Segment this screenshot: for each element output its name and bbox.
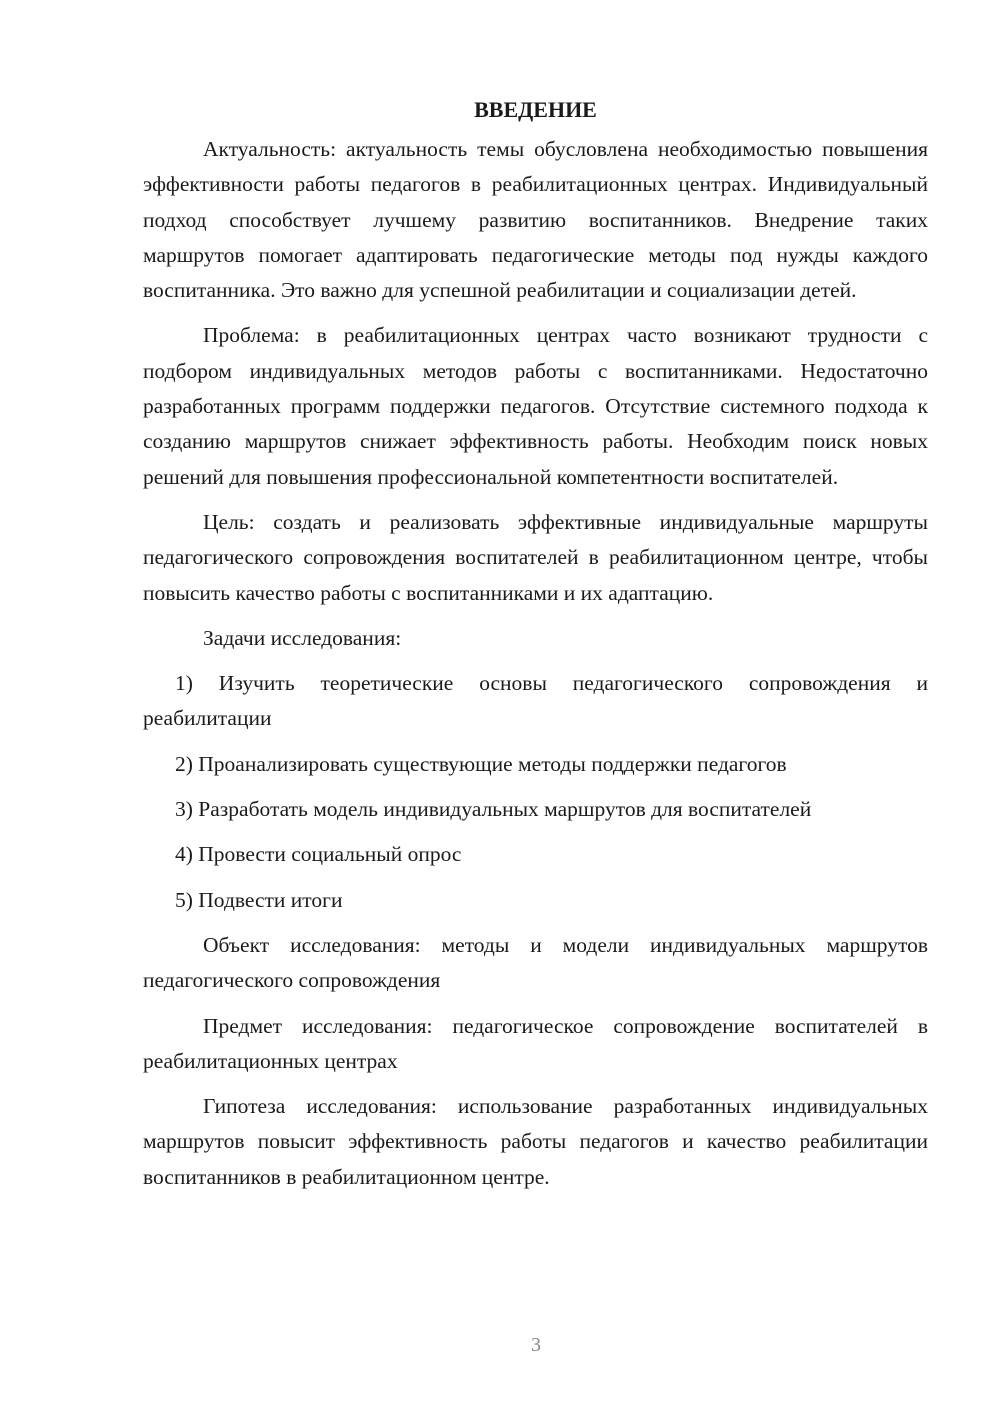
- list-item: 2) Проанализировать существующие методы поддержки педагогов: [175, 751, 787, 776]
- page-content: [143, 92, 928, 1195]
- problem-paragraph: Проблема: в реабилитационных центрах часто возникают трудности с подбором индивидуальных методов работы с воспитанниками. Недостаточно разработанных программ поддержки педагогов. Отсутствие системного подхода к созданию маршрутов снижает эффективность работы. Необходим поиск новых решений для повышения профессиональной компетентности воспитателей.: [143, 323, 928, 489]
- subject-paragraph: Предмет исследования: педагогическое сопровождение воспитателей в реабилитационных центрах: [143, 1013, 928, 1073]
- page-title: ВВЕДЕНИЕ: [474, 97, 597, 122]
- list-item: 1) Изучить теоретические основы педагогического сопровождения и реабилитации: [143, 671, 928, 731]
- goal-paragraph: Цель: создать и реализовать эффективные индивидуальные маршруты педагогического сопровождения воспитателей в реабилитационном центре, чтобы повысить качество работы с воспитанниками и их адаптацию.: [143, 509, 928, 605]
- tasks-heading: Задачи исследования:: [203, 625, 402, 650]
- list-item: 3) Разработать модель индивидуальных маршрутов для воспитателей: [175, 797, 812, 822]
- page-number: 3: [531, 1334, 541, 1356]
- object-paragraph: Объект исследования: методы и модели индивидуальных маршрутов педагогического сопровождения: [143, 932, 928, 993]
- hypothesis-paragraph: Гипотеза исследования: использование разработанных индивидуальных маршрутов повысит эффективность работы педагогов и качество реабилитации воспитанников в реабилитационном центре.: [143, 1094, 928, 1189]
- tasks-list: [143, 666, 928, 918]
- list-item: 5) Подвести итоги: [175, 887, 343, 912]
- list-item: 4) Провести социальный опрос: [175, 842, 462, 867]
- relevance-paragraph: Актуальность: актуальность темы обусловлена необходимостью повышения эффективности работы педагогов в реабилитационных центрах. Индивидуальный подход способствует лучшему развитию воспитанников. Внедрение таких маршрутов помогает адаптировать педагогические методы под нужды каждого воспитанника. Это важно для успешной реабилитации и социализации детей.: [143, 137, 928, 303]
